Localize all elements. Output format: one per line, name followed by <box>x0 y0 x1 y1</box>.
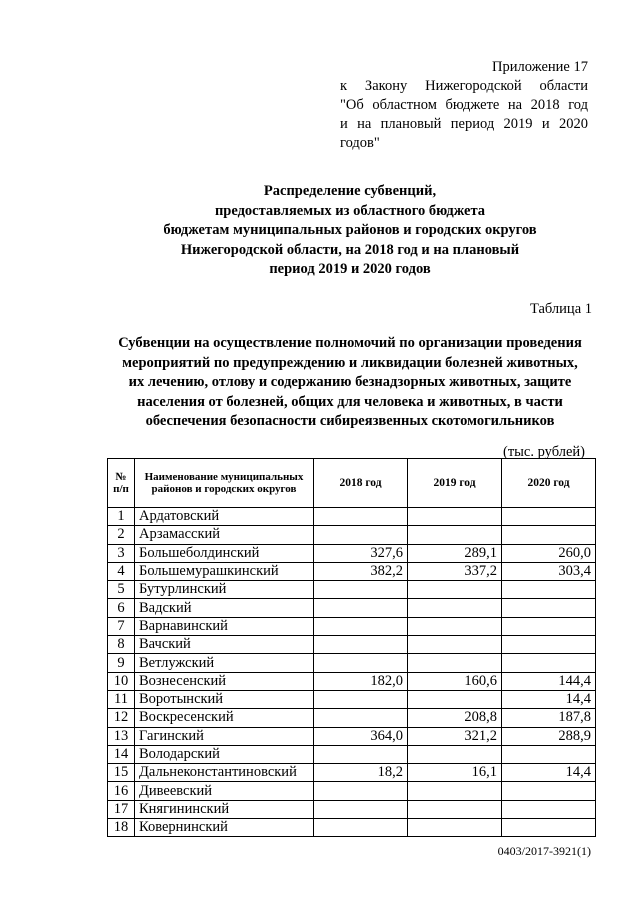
district-name: Варнавинский <box>135 617 314 635</box>
table-row <box>108 636 596 654</box>
district-name: Бутурлинский <box>135 581 314 599</box>
value-2019 <box>408 636 502 654</box>
table-row <box>108 581 596 599</box>
table-row <box>108 654 596 672</box>
document-code: 0403/2017-3921(1) <box>497 844 591 858</box>
value-2020 <box>502 636 596 654</box>
district-name: Арзамасский <box>135 526 314 544</box>
value-2018 <box>314 690 408 708</box>
table-row <box>108 562 596 580</box>
row-number: 4 <box>108 562 135 580</box>
appendix-line: годов" <box>340 135 380 151</box>
row-number: 2 <box>108 526 135 544</box>
value-2019: 337,2 <box>408 562 502 580</box>
value-2019 <box>408 599 502 617</box>
row-number: 14 <box>108 745 135 763</box>
row-number: 9 <box>108 654 135 672</box>
row-number: 1 <box>108 508 135 526</box>
district-name: Володарский <box>135 745 314 763</box>
value-2018 <box>314 782 408 800</box>
row-number: 3 <box>108 544 135 562</box>
title-line: предоставляемых из областного бюджета <box>214 202 486 219</box>
row-number: 16 <box>108 782 135 800</box>
value-2018 <box>314 745 408 763</box>
row-number: 6 <box>108 599 135 617</box>
value-2019 <box>408 690 502 708</box>
appendix-line: "Об областном бюджете на 2018 год <box>340 97 588 113</box>
table-row <box>108 599 596 617</box>
header-2020: 2020 год <box>502 459 596 508</box>
value-2018: 327,6 <box>314 544 408 562</box>
row-number: 15 <box>108 764 135 782</box>
value-2020: 14,4 <box>502 764 596 782</box>
title-line: Распределение субвенций, <box>263 183 437 199</box>
title-line: бюджетам муниципальных районов и городских округов <box>163 222 537 238</box>
row-number: 18 <box>108 819 135 837</box>
units-label: (тыс. рублей) <box>503 444 585 460</box>
value-2018 <box>314 581 408 599</box>
appendix-note <box>340 58 588 153</box>
table-row <box>108 617 596 635</box>
table-row <box>108 709 596 727</box>
table-row <box>108 819 596 837</box>
value-2020 <box>502 782 596 800</box>
value-2018: 364,0 <box>314 727 408 745</box>
district-name: Воротынский <box>135 690 314 708</box>
value-2019 <box>408 508 502 526</box>
value-2019 <box>408 617 502 635</box>
value-2020 <box>502 526 596 544</box>
value-2018: 18,2 <box>314 764 408 782</box>
value-2018: 182,0 <box>314 672 408 690</box>
value-2020 <box>502 617 596 635</box>
value-2020: 260,0 <box>502 544 596 562</box>
value-2018 <box>314 617 408 635</box>
value-2020: 303,4 <box>502 562 596 580</box>
header-2018: 2018 год <box>314 459 408 508</box>
appendix-line: и на плановый период 2019 и 2020 <box>340 116 588 132</box>
value-2020 <box>502 654 596 672</box>
value-2019 <box>408 581 502 599</box>
table-title-line: мероприятий по предупреждению и ликвидации болезней животных, <box>122 354 578 371</box>
district-name: Большеболдинский <box>135 544 314 562</box>
value-2019: 208,8 <box>408 709 502 727</box>
district-name: Дивеевский <box>135 782 314 800</box>
value-2018 <box>314 636 408 654</box>
table-title <box>100 334 600 432</box>
table-title-line: обеспечения безопасности сибиреязвенных скотомогильников <box>145 413 555 429</box>
row-number: 12 <box>108 709 135 727</box>
value-2018 <box>314 599 408 617</box>
table-row <box>108 782 596 800</box>
value-2020 <box>502 800 596 818</box>
district-name: Гагинский <box>135 727 314 745</box>
value-2019 <box>408 800 502 818</box>
value-2020 <box>502 745 596 763</box>
row-number: 7 <box>108 617 135 635</box>
value-2019: 321,2 <box>408 727 502 745</box>
header-name: Наименование муниципальных районов и городских округов <box>135 459 314 508</box>
header-num: № п/п <box>108 459 135 508</box>
value-2019 <box>408 782 502 800</box>
row-number: 13 <box>108 727 135 745</box>
district-name: Воскресенский <box>135 709 314 727</box>
district-name: Дальнеконстантиновский <box>135 764 314 782</box>
table-row <box>108 800 596 818</box>
subsidy-table <box>107 458 596 837</box>
table-row <box>108 764 596 782</box>
value-2019: 289,1 <box>408 544 502 562</box>
table-title-line: их лечению, отлову и содержанию безнадзорных животных, защите <box>128 374 572 390</box>
table-number: Таблица 1 <box>529 301 592 317</box>
table-row <box>108 508 596 526</box>
value-2019 <box>408 526 502 544</box>
table-row <box>108 727 596 745</box>
district-name: Большемурашкинский <box>135 562 314 580</box>
header-2019: 2019 год <box>408 459 502 508</box>
value-2020: 288,9 <box>502 727 596 745</box>
value-2018 <box>314 800 408 818</box>
value-2018: 382,2 <box>314 562 408 580</box>
value-2020 <box>502 581 596 599</box>
value-2019: 160,6 <box>408 672 502 690</box>
value-2018 <box>314 709 408 727</box>
table-row <box>108 672 596 690</box>
table-title-line: населения от болезней, общих для человека и животных, в части <box>137 393 563 410</box>
value-2019 <box>408 654 502 672</box>
row-number: 10 <box>108 672 135 690</box>
value-2019: 16,1 <box>408 764 502 782</box>
district-name: Ковернинский <box>135 819 314 837</box>
value-2018 <box>314 654 408 672</box>
value-2020 <box>502 599 596 617</box>
table-header-row <box>108 459 596 508</box>
table-row <box>108 526 596 544</box>
district-name: Ветлужский <box>135 654 314 672</box>
value-2020: 187,8 <box>502 709 596 727</box>
appendix-line: к Закону Нижегородской области <box>340 78 588 94</box>
district-name: Вознесенский <box>135 672 314 690</box>
value-2020: 144,4 <box>502 672 596 690</box>
row-number: 5 <box>108 581 135 599</box>
table-row <box>108 690 596 708</box>
value-2019 <box>408 745 502 763</box>
title-line: Нижегородской области, на 2018 год и на плановый <box>180 241 520 258</box>
value-2019 <box>408 819 502 837</box>
row-number: 17 <box>108 800 135 818</box>
value-2020 <box>502 508 596 526</box>
district-name: Княгининский <box>135 800 314 818</box>
value-2018 <box>314 526 408 544</box>
appendix-line: Приложение 17 <box>492 59 588 75</box>
value-2020 <box>502 819 596 837</box>
district-name: Вадский <box>135 599 314 617</box>
district-name: Ардатовский <box>135 508 314 526</box>
value-2018 <box>314 508 408 526</box>
row-number: 11 <box>108 690 135 708</box>
document-title <box>100 182 600 280</box>
row-number: 8 <box>108 636 135 654</box>
table-body <box>108 508 596 837</box>
table-row <box>108 544 596 562</box>
table-row <box>108 745 596 763</box>
title-line: период 2019 и 2020 годов <box>269 261 431 277</box>
value-2020: 14,4 <box>502 690 596 708</box>
table-title-line: Субвенции на осуществление полномочий по организации проведения <box>118 335 582 351</box>
district-name: Вачский <box>135 636 314 654</box>
value-2018 <box>314 819 408 837</box>
